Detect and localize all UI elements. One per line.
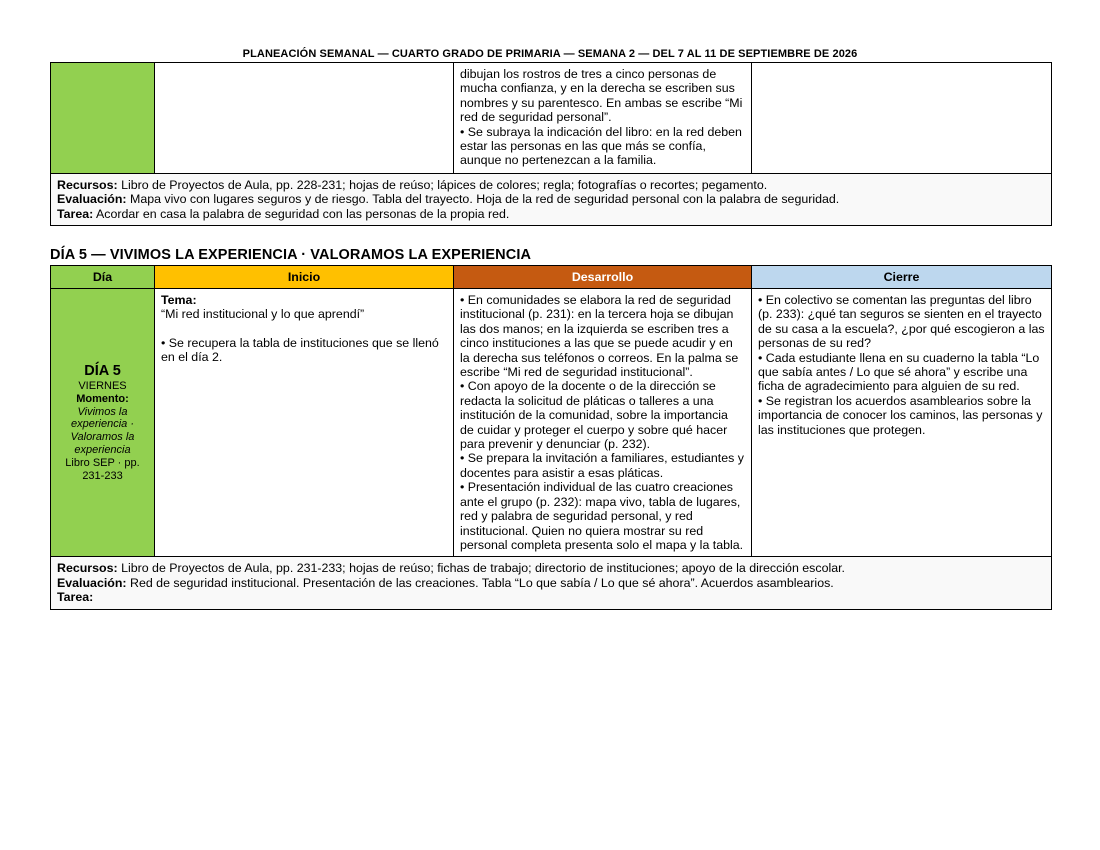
cierre-bullet: • Se registran los acuerdos asamblearios sobre la importancia de conocer los caminos, las personas y las instituciones que protegen. [758,393,1043,437]
day5-book-pages: Libro SEP · pp. 231-233 [65,456,140,482]
day5-cierre-cell [752,289,1052,557]
continuation-desarrollo-cell [454,63,752,174]
page-title: PLANEACIÓN SEMANAL — CUARTO GRADO DE PRIMARIA — SEMANA 2 — DEL 7 AL 11 DE SEPTIEMBRE DE 2026 [242,48,858,60]
day5-day-cell [51,289,155,557]
day5-content-row [51,289,1052,557]
continuation-cierre-cell [752,63,1052,174]
continuation-table [50,62,1052,226]
desarrollo-bullet: • Se prepara la invitación a familiares, estudiantes y docentes para asistir a esas pláticas. [460,451,744,480]
continuation-inicio-cell [155,63,454,174]
day5-heading: DÍA 5 — VIVIMOS LA EXPERIENCIA · VALORAMOS LA EXPERIENCIA [50,247,532,263]
inicio-tema-label: Tema: [161,293,197,307]
day5-title: DÍA 5 [84,362,121,379]
day5-footer-row [51,557,1052,609]
continuation-row [51,63,1052,174]
continuation-evaluacion: Evaluación: Mapa vivo con lugares seguros y de riesgo. Tabla del trayecto. Hoja de la red de seguridad personal con la palabra de seguridad. [57,192,840,207]
header-desarrollo: Desarrollo [454,266,752,289]
continuation-tarea: Tarea: Acordar en casa la palabra de seguridad con las personas de la propia red. [57,206,510,221]
desarrollo-bullet: • Con apoyo de la docente o de la dirección se redacta la solicitud de pláticas o talleres a una institución de la comunidad, sobre la importancia de cuidar y proteger el cuerpo y sobre qué hacer para prevenir y denunciar (p. 232). [460,379,728,452]
inicio-spacer [161,322,447,336]
inicio-bullet: • Se recupera la tabla de instituciones que se llenó en el día 2. [161,335,439,365]
day5-momento-label: Momento: [76,392,129,405]
day5-momento: Vivimos la experiencia · Valoramos la experiencia [70,405,135,456]
desarrollo-bullet: • Presentación individual de las cuatro creaciones ante el grupo (p. 232): mapa vivo, tabla de lugares, red y palabra de seguridad personal, y red institucional. Quien no quiera mostrar su red personal completa presenta solo el mapa y la tabla. [460,480,744,552]
continuation-recursos: Recursos: Libro de Proyectos de Aula, pp. 228-231; hojas de reúso; lápices de colores; regla; fotografías o recortes; pegamento. [57,178,768,192]
day5-recursos: Recursos: Libro de Proyectos de Aula, pp. 231-233; hojas de reúso; fichas de trabajo; directorio de instituciones; apoyo de la dirección escolar. [57,561,845,576]
cierre-bullet: • En colectivo se comentan las preguntas del libro (p. 233): ¿qué tan seguros se sienten en el trayecto de su casa a la escuela?, ¿por qué escogieron a las personas de su red? [758,293,1045,351]
continuation-day-cell [51,63,155,174]
cierre-bullet: • Cada estudiante llena en su cuaderno la tabla “Lo que sabía antes / Lo que sé ahora” y escribe una ficha de agradecimiento para alguien de su red. [758,350,1040,394]
day5-desarrollo-cell [454,289,752,557]
inicio-tema: “Mi red institucional y lo que aprendí” [161,307,365,322]
continuation-desarrollo-bullet: • Se subraya la indicación del libro: en la red deben estar las personas en las que más se confía, aunque no pertenezcan a la familia. [460,124,742,168]
continuation-footer-cell [51,174,1052,226]
header-dia: Día [51,266,155,289]
day5-tarea: Tarea: [57,590,94,605]
day5-evaluacion: Evaluación: Red de seguridad institucional. Presentación de las creaciones. Tabla “Lo que sabía / Lo que sé ahora”. Acuerdos asamblearios. [57,575,834,590]
continuation-footer-row [51,174,1052,226]
day5-inicio-cell [155,289,454,557]
day5-footer-cell [51,557,1052,609]
header-inicio: Inicio [155,266,454,289]
day5-weekday: VIERNES [78,379,127,392]
header-cierre: Cierre [752,266,1052,289]
continuation-desarrollo-text: dibujan los rostros de tres a cinco personas de mucha confianza, y en la derecha se escriben sus nombres y su parentesco. En ambas se escribe “Mi red de seguridad personal”. [460,67,743,125]
day5-table [50,265,1052,610]
day5-header-row [51,266,1052,289]
desarrollo-bullet: • En comunidades se elabora la red de seguridad institucional (p. 231): en la tercera hoja se dibujan las dos manos; en la izquierda se escriben tres a cinco instituciones a las que se puede acudir y en la derecha sus teléfonos o correos. En la palma se escribe “Mi red de seguridad institucional”. [460,293,739,380]
